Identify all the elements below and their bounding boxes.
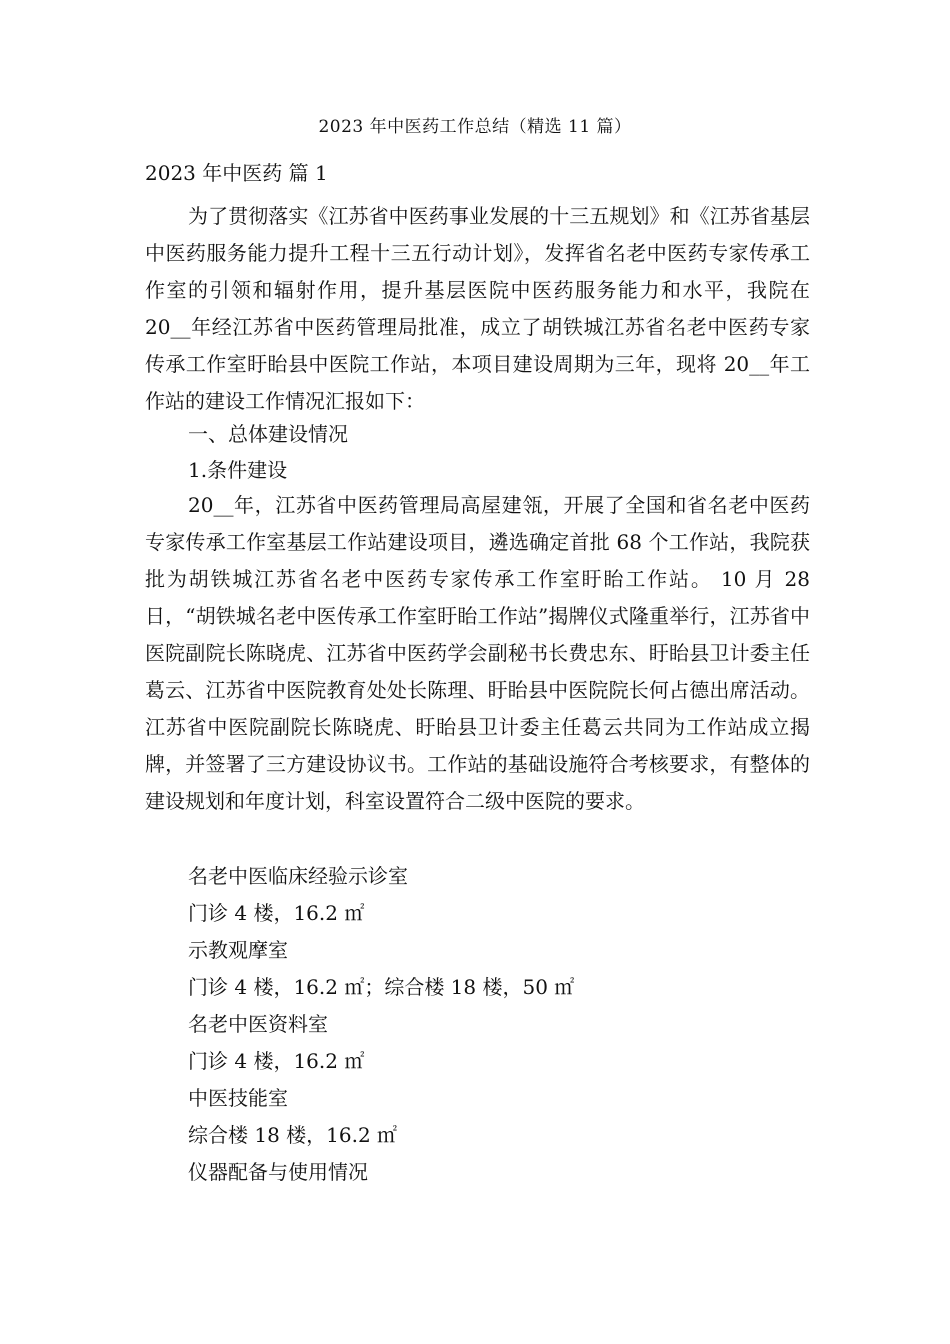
conditions-paragraph: 20__年，江苏省中医药管理局高屋建瓴，开展了全国和省名老中医药专家传承工作室基层工作站建设项目，遴选确定首批 68 个工作站，我院获批为胡铁城江苏省名老中医药专家传承工作室盱眙工作站。 10 月 28 日，“胡铁城名老中医传承工作室盱眙工作站”揭牌仪式隆重举行，江苏省中医院副院长陈晓虎、江苏省中医药学会副秘书长费忠东、盱眙县卫计委主任葛云、江苏省中医院教育处处长陈理、盱眙县中医院院长何占德出席活动。江苏省中医院副院长陈晓虎、盱眙县卫计委主任葛云共同为工作站成立揭牌，并签署了三方建设协议书。工作站的基础设施符合考核要求，有整体的建设规划和年度计划，科室设置符合二级中医院的要求。 <box>145 493 810 813</box>
room-location: 门诊 4 楼，16.2 ㎡ <box>188 901 365 925</box>
room-name: 名老中医临床经验示诊室 <box>188 864 408 888</box>
heading-conditions: 1.条件建设 <box>188 458 288 482</box>
room-location: 门诊 4 楼，16.2 ㎡；综合楼 18 楼，50 ㎡ <box>188 975 575 999</box>
section-heading: 2023 年中医药 篇 1 <box>145 161 328 185</box>
room-name: 中医技能室 <box>188 1086 288 1110</box>
room-name: 名老中医资料室 <box>188 1012 328 1036</box>
room-location: 门诊 4 楼，16.2 ㎡ <box>188 1049 365 1073</box>
heading-overall: 一、总体建设情况 <box>188 422 348 446</box>
room-name: 示教观摩室 <box>188 938 288 962</box>
intro-paragraph: 为了贯彻落实《江苏省中医药事业发展的十三五规划》和《江苏省基层中医药服务能力提升工程十三五行动计划》，发挥省名老中医药专家传承工作室的引领和辐射作用，提升基层医院中医药服务能力和水平，我院在 20__年经江苏省中医药管理局批准，成立了胡铁城江苏省名老中医药专家传承工作室盱眙县中医院工作站，本项目建设周期为三年，现将 20__年工作站的建设工作情况汇报如下： <box>145 204 810 413</box>
room-location: 综合楼 18 楼，16.2 ㎡ <box>188 1123 398 1147</box>
equipment-heading: 仪器配备与使用情况 <box>188 1160 368 1184</box>
document-title: 2023 年中医药工作总结（精选 11 篇） <box>318 117 632 137</box>
